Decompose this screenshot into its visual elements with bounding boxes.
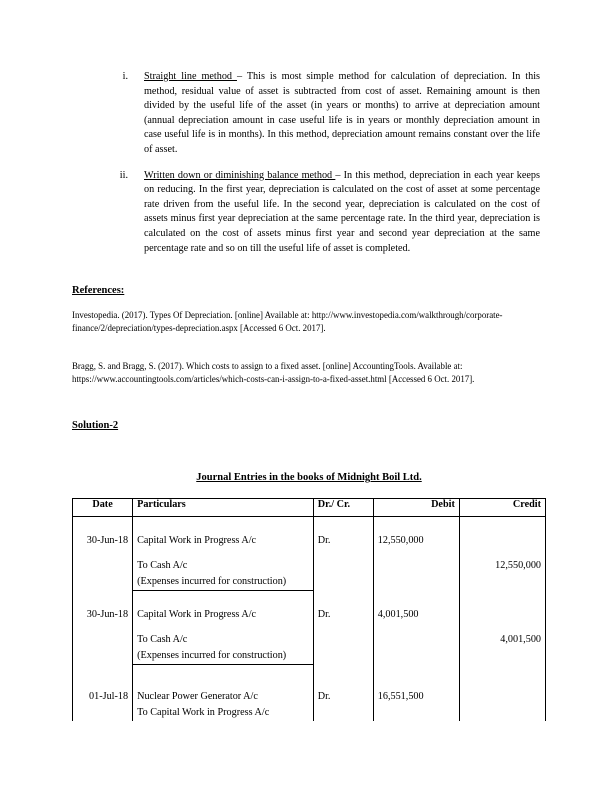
- debit-amount: 16,551,500: [373, 689, 459, 705]
- narration: (Expenses incurred for construction): [133, 574, 314, 591]
- debit-account: Capital Work in Progress A/c: [133, 607, 314, 623]
- debit-account: Nuclear Power Generator A/c: [133, 689, 314, 705]
- table-row: [73, 574, 546, 591]
- table-row: [73, 533, 546, 549]
- col-debit-header: Debit: [373, 499, 459, 517]
- narration: (Expenses incurred for construction): [133, 648, 314, 665]
- journal-title: Journal Entries in the books of Midnight Boil Ltd.: [196, 472, 422, 483]
- solution-heading: Solution-2: [72, 420, 119, 431]
- list-number: ii.: [119, 169, 128, 181]
- dr-cr-label: Dr.: [313, 533, 373, 549]
- method-text: – This is most simple method for calculation of depreciation. In this method, residual value of asset is subtracted from cost of asset. Remaining amount is then divided by the useful life of the asset (in years or months) to arrive at depreciation amount (annual depreciation amount in case useful life is in years or monthly depreciation amount in case useful life is in months). In this method, depreciation amount remains constant over the life of asset.: [144, 71, 540, 155]
- credit-amount: 12,550,000: [459, 558, 545, 574]
- list-item: [110, 169, 540, 257]
- entry-date: 30-Jun-18: [73, 533, 133, 549]
- table-row: [73, 648, 546, 665]
- list-number: i.: [122, 71, 128, 82]
- col-particulars-header: Particulars: [133, 499, 314, 517]
- col-date-header: Date: [73, 499, 133, 517]
- credit-account: To Capital Work in Progress A/c: [133, 705, 314, 721]
- method-title: Straight line method: [144, 71, 237, 82]
- credit-amount: 4,001,500: [459, 632, 545, 648]
- journal-table: [72, 498, 546, 721]
- debit-amount: 12,550,000: [373, 533, 459, 549]
- method-text: – In this method, depreciation in each year keeps on reducing. In the first year, depreciation is calculated on the cost of asset at some percentage rate driven from the useful life. In the second year, depreciation is calculated on the cost of assets minus first year depreciation at the same percentage rate. In the third year, depreciation is calculated on the cost of assets minus first year and second year depreciation at the same percentage rate and so on till the useful life of asset is completed.: [144, 169, 540, 254]
- table-row: [73, 558, 546, 574]
- dr-cr-label: Dr.: [313, 689, 373, 705]
- table-row: [73, 632, 546, 648]
- credit-account: To Cash A/c: [133, 558, 314, 574]
- reference-item: Investopedia. (2017). Types Of Depreciation. [online] Available at: http://www.investopedia.com/walkthrough/corporate-finance/2/depreciation/types-depreciation.aspx [Accessed 6 Oct. 2017].: [72, 310, 503, 333]
- dr-cr-label: Dr.: [313, 607, 373, 623]
- table-header-row: [73, 499, 546, 517]
- table-row: [73, 705, 546, 721]
- method-title: Written down or diminishing balance method: [144, 169, 336, 181]
- list-item: [110, 70, 540, 158]
- reference-item: Bragg, S. and Bragg, S. (2017). Which costs to assign to a fixed asset. [online] AccountingTools. Available at: https://www.accountingtools.com/articles/which-costs-can-i-assign-to-a-fixed-asset.html [Accessed 6 Oct. 2017].: [72, 361, 475, 384]
- depreciation-methods-list: [110, 70, 540, 267]
- col-drcr-header: Dr./ Cr.: [313, 499, 373, 517]
- table-row: [73, 689, 546, 705]
- col-credit-header: Credit: [459, 499, 545, 517]
- debit-amount: 4,001,500: [373, 607, 459, 623]
- entry-date: 30-Jun-18: [73, 607, 133, 623]
- table-row: [73, 607, 546, 623]
- entry-date: 01-Jul-18: [73, 689, 133, 705]
- references-heading: References:: [72, 285, 125, 296]
- credit-account: To Cash A/c: [133, 632, 314, 648]
- debit-account: Capital Work in Progress A/c: [133, 533, 314, 549]
